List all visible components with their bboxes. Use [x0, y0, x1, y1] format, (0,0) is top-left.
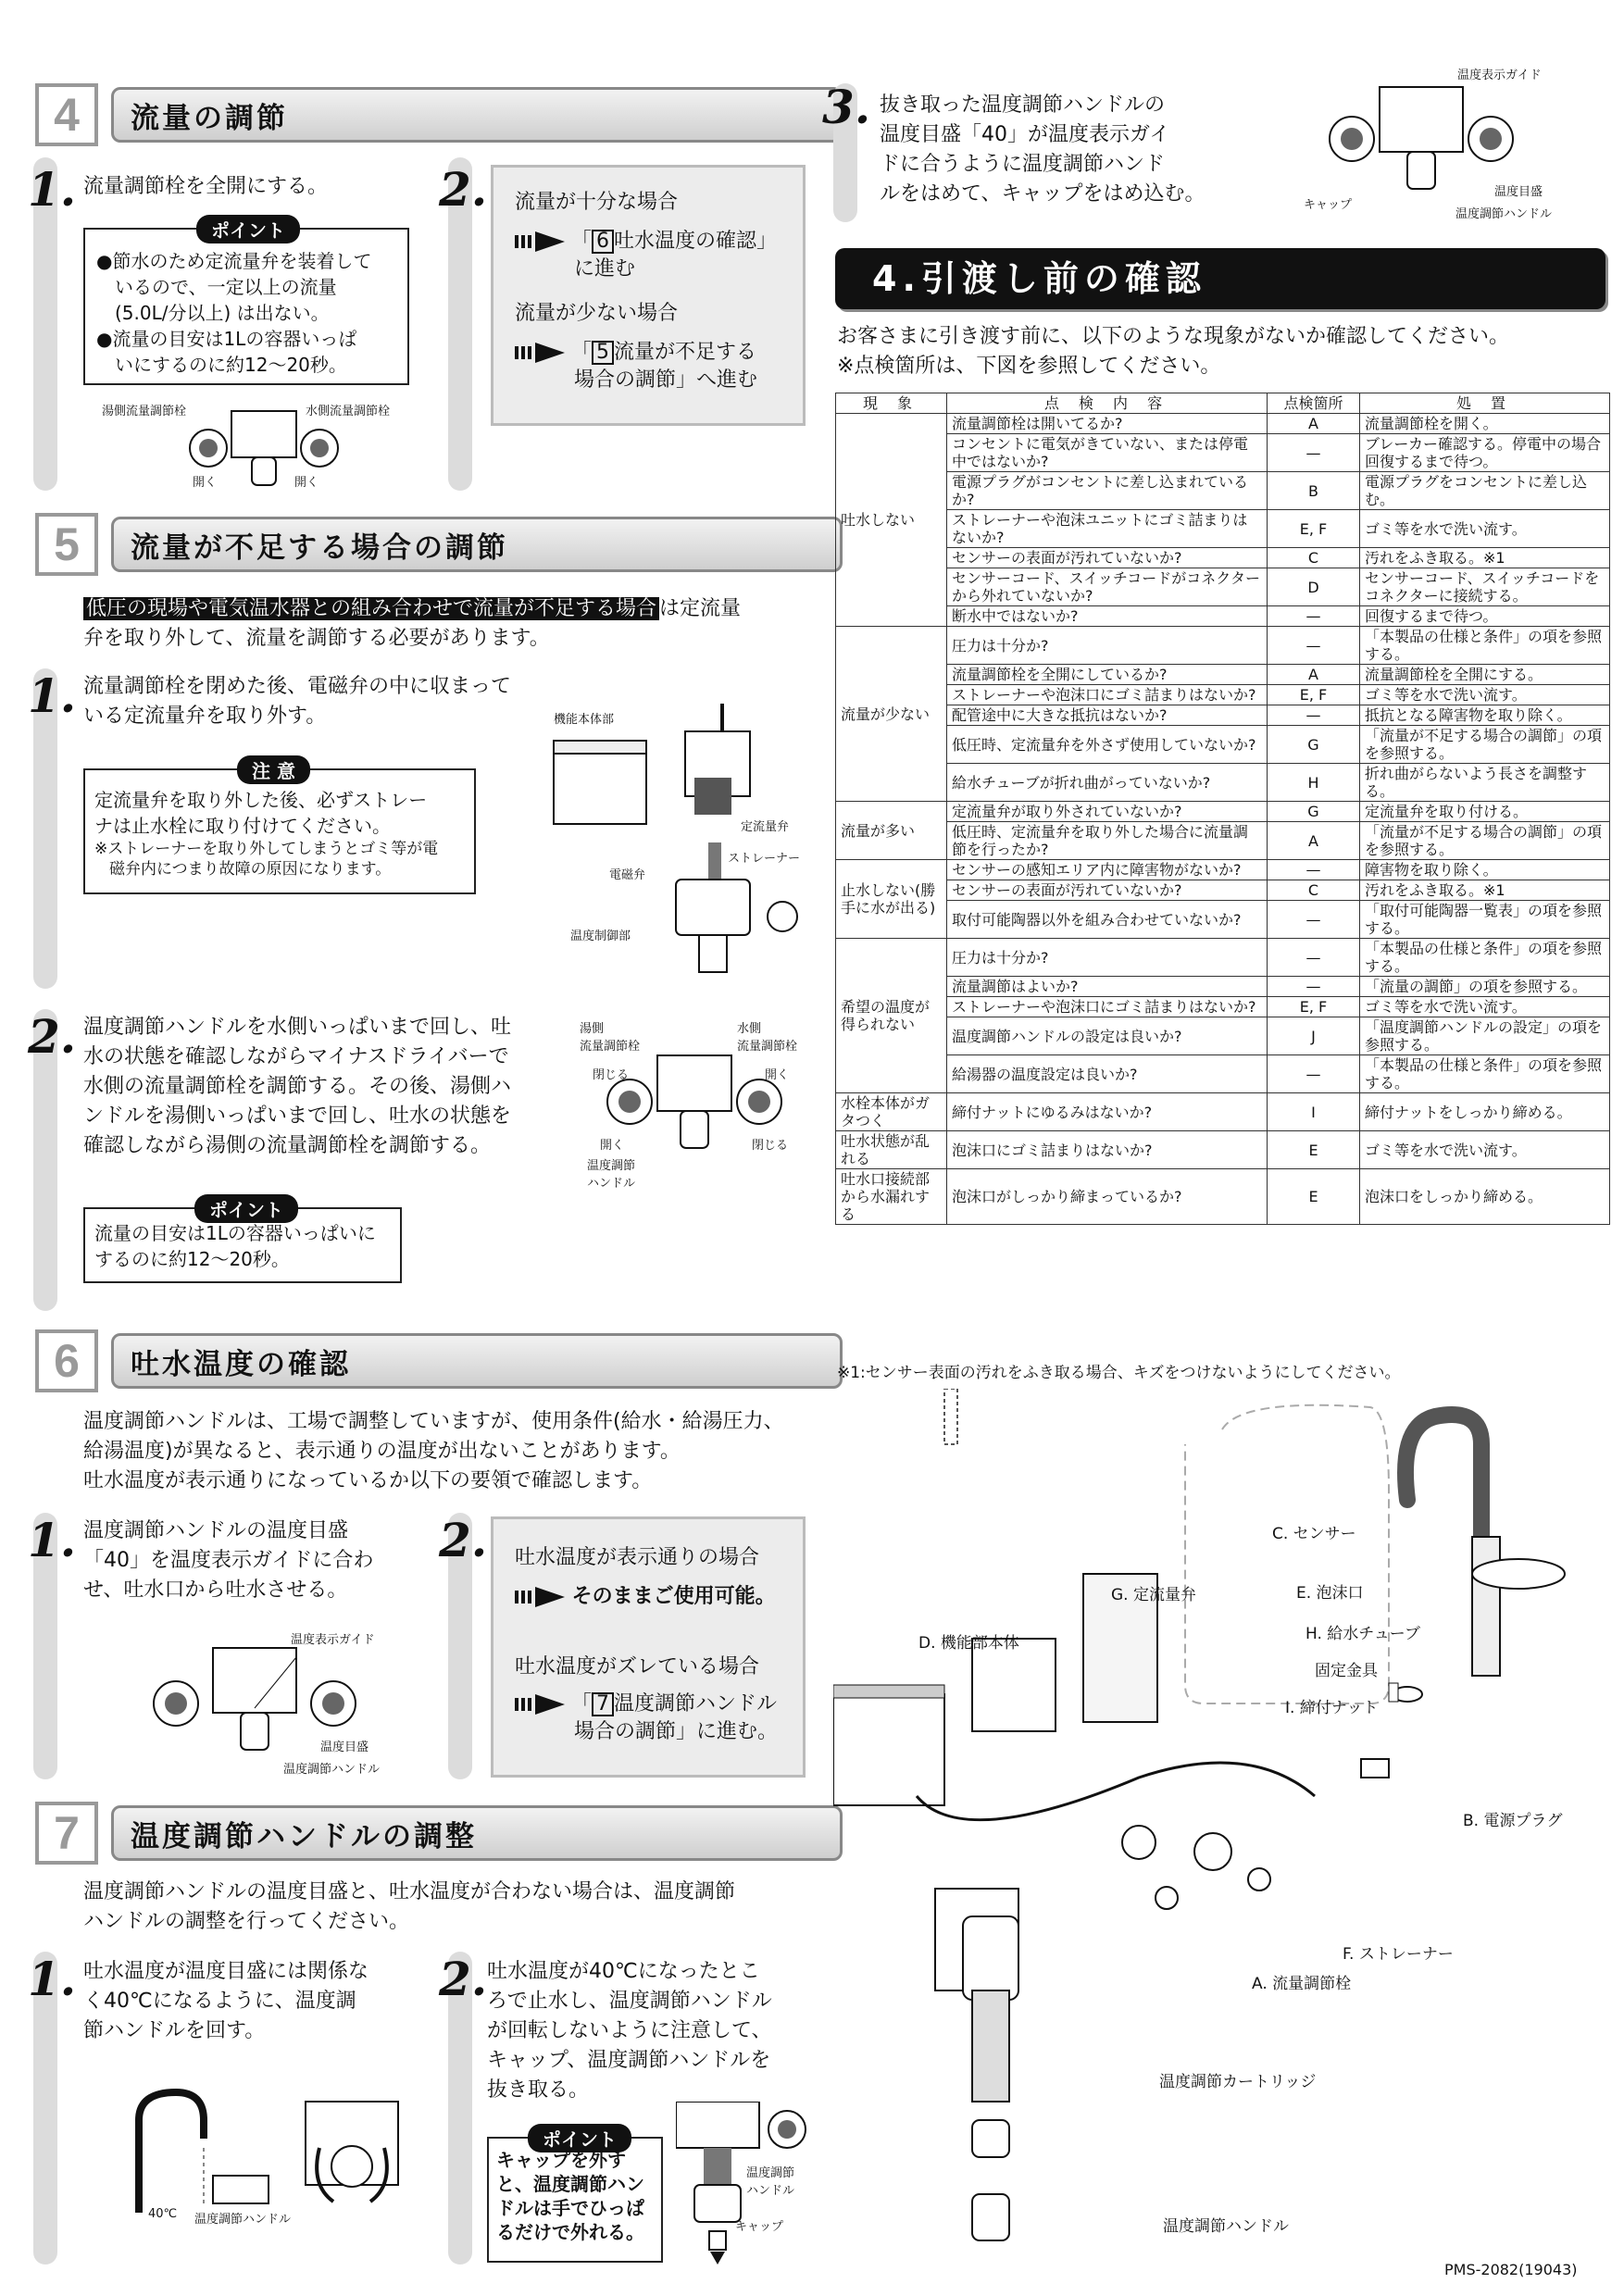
- table-row: [836, 860, 1610, 880]
- action-cell: 「流量が不足する場合の調節」の項を参照する。: [1360, 822, 1610, 860]
- handle-label: 温度調節ハンドル: [194, 2213, 292, 2227]
- location-cell: C: [1268, 880, 1360, 901]
- point-text: ●節水のため定流量弁を装着して いるので、一定以上の流量 (5.0L/分以上) は出ない。 ●流量の目安は1Lの容器いっぱ いにするのに約12〜20秒。: [96, 250, 372, 376]
- action-cell: ゴミ等を水で洗い流す。: [1360, 997, 1610, 1017]
- step-number: 1.: [28, 1952, 77, 2006]
- step-text: 温度調節ハンドルの温度目盛 「40」を温度表示ガイドに合わ せ、吐水口から吐水させる。: [83, 1519, 374, 1602]
- hot-label: 湯側 流量調節栓: [580, 1022, 641, 1054]
- action-cell: センサーコード、スイッチコードをコネクターに接続する。: [1360, 568, 1610, 606]
- table-row: [836, 822, 1610, 860]
- location-cell: —: [1268, 705, 1360, 726]
- temp-label: 温度制御部: [570, 930, 631, 943]
- caution-text: 定流量弁を取り外した後、必ずストレー ナは止水栓に取り付けてください。 ※ストレーナーを取り外してしまうとゴミ等が電 磁弁内につまり故障の原因になります。: [94, 789, 439, 879]
- check-item-cell: 流量調節はよいか?: [947, 977, 1268, 997]
- check-item-cell: 泡沫口がしっかり締まっているか?: [947, 1169, 1268, 1225]
- location-cell: E, F: [1268, 997, 1360, 1017]
- aerator-label: E. 泡沫口: [1296, 1584, 1364, 1603]
- table-row: [836, 997, 1610, 1017]
- table-row: [836, 1017, 1610, 1055]
- check-item-cell: 定流量弁が取り外されていないか?: [947, 802, 1268, 822]
- check-item-cell: センサーの表面が汚れていないか?: [947, 880, 1268, 901]
- action-cell: 障害物を取り除く。: [1360, 860, 1610, 880]
- case-text: 吐水温度がズレている場合: [515, 1655, 760, 1678]
- table-row: [836, 1093, 1610, 1131]
- location-cell: —: [1268, 606, 1360, 627]
- step-number: 1.: [28, 668, 77, 723]
- location-cell: —: [1268, 860, 1360, 880]
- document-code: PMS-2082(19043): [1444, 2261, 1578, 2278]
- table-row: [836, 1131, 1610, 1169]
- handle-label: 温度調節ハンドル: [1455, 207, 1553, 221]
- point-text: 流量の目安は1Lの容器いっぱいに するのに約12〜20秒。: [94, 1222, 376, 1270]
- valve-label: G. 定流量弁: [1111, 1586, 1196, 1604]
- close-label: 閉じる: [593, 1068, 630, 1082]
- faucet-turn-figure: [102, 2083, 417, 2222]
- action-cell: 定流量弁を取り付ける。: [1360, 802, 1610, 822]
- check-table: [835, 393, 1610, 1225]
- arrow-icon: [515, 1694, 565, 1715]
- action-cell: 「本製品の仕様と条件」の項を参照する。: [1360, 627, 1610, 665]
- table-row: [836, 606, 1610, 627]
- caution-badge: 注 意: [237, 755, 310, 784]
- action-cell: 電源プラグをコンセントに差し込む。: [1360, 472, 1610, 510]
- section-6-header: [35, 1329, 804, 1385]
- phenomenon-cell: 水栓本体がガタつく: [836, 1093, 947, 1131]
- phenomenon-cell: 希望の温度が得られない: [836, 939, 947, 1093]
- table-row: [836, 627, 1610, 665]
- body-label: 機能本体部: [554, 713, 615, 727]
- location-cell: H: [1268, 764, 1360, 802]
- check-item-cell: 断水中ではないか?: [947, 606, 1268, 627]
- solenoid-label: 電磁弁: [609, 868, 646, 882]
- check-title: 4.引渡し前の確認: [872, 258, 1206, 299]
- arrow-icon: [515, 343, 565, 363]
- strainer-label: ストレーナー: [728, 852, 801, 866]
- action-cell: 「本製品の仕様と条件」の項を参照する。: [1360, 1055, 1610, 1093]
- section-number: 7: [35, 1802, 98, 1865]
- location-cell: E, F: [1268, 685, 1360, 705]
- step-number: 2.: [439, 162, 488, 217]
- action-cell: 汚れをふき取る。※1: [1360, 880, 1610, 901]
- action-cell: ブレーカー確認する。停電中の場合回復するまで待つ。: [1360, 434, 1610, 472]
- check-item-cell: 給湯器の温度設定は良いか?: [947, 1055, 1268, 1093]
- case-ref: そのままご使用可能。: [515, 1583, 776, 1611]
- action-cell: 折れ曲がらないよう長さを調整する。: [1360, 764, 1610, 802]
- step-text: 流量調節栓を全開にする。: [83, 175, 329, 198]
- action-cell: 「温度調節ハンドルの設定」の項を参照する。: [1360, 1017, 1610, 1055]
- sensor-label: C. センサー: [1272, 1525, 1356, 1543]
- open-label: 開く: [193, 476, 218, 490]
- table-row: [836, 434, 1610, 472]
- action-cell: 「流量の調節」の項を参照する。: [1360, 977, 1610, 997]
- step-text: 吐水温度が温度目盛には関係な く40℃になるように、温度調 節ハンドルを回す。: [83, 1960, 369, 2042]
- phenomenon-cell: 止水しない(勝手に水が出る): [836, 860, 947, 939]
- step-text: 吐水温度が40℃になったとこ ろで止水し、温度調節ハンドル が回転しないように注意して、 キャップ、温度調節ハンドルを 抜き取る。: [487, 1960, 772, 2102]
- header-cell: 点 検 内 容: [947, 393, 1268, 414]
- location-cell: D: [1268, 568, 1360, 606]
- close-label: 閉じる: [752, 1139, 789, 1153]
- action-cell: 締付ナットをしっかり締める。: [1360, 1093, 1610, 1131]
- cap-label: キャップ: [1304, 198, 1353, 212]
- table-row: [836, 880, 1610, 901]
- section-5-header: [35, 513, 804, 568]
- action-cell: 「流量が不足する場合の調節」の項を参照する。: [1360, 726, 1610, 764]
- table-row: [836, 685, 1610, 705]
- supply-tube-label: H. 給水チューブ: [1305, 1625, 1420, 1643]
- check-item-cell: 泡沫口にゴミ詰まりはないか?: [947, 1131, 1268, 1169]
- step-number: 2.: [439, 1952, 488, 2006]
- table-row: [836, 665, 1610, 685]
- guide-label: 温度表示ガイド: [1457, 69, 1542, 82]
- check-item-cell: センサーコード、スイッチコードがコネクターから外れていないか?: [947, 568, 1268, 606]
- step-number: 2.: [439, 1513, 488, 1567]
- cartridge-label: 温度調節カートリッジ: [1159, 2073, 1317, 2091]
- header-cell: 点検箇所: [1268, 393, 1360, 414]
- check-item-cell: ストレーナーや泡沫口にゴミ詰まりはないか?: [947, 685, 1268, 705]
- point-badge: ポイント: [528, 2124, 631, 2152]
- body-label: D. 機能部本体: [918, 1634, 1019, 1653]
- section-number: 5: [35, 513, 98, 576]
- check-item-cell: 流量調節栓を全開にしているか?: [947, 665, 1268, 685]
- case-ref: 「 7 温度調節ハンドル 場合の調節」に進む。: [515, 1691, 778, 1746]
- hot-valve-label: 湯側流量調節栓: [102, 405, 187, 418]
- nut-label: I. 締付ナット: [1285, 1699, 1379, 1717]
- open-label: 開く: [765, 1068, 790, 1082]
- point-badge: ポイント: [196, 215, 300, 243]
- location-cell: E: [1268, 1131, 1360, 1169]
- header-cell: 現 象: [836, 393, 947, 414]
- check-item-cell: 給水チューブが折れ曲がっていないか?: [947, 764, 1268, 802]
- action-cell: 流量調節栓を全開にする。: [1360, 665, 1610, 685]
- table-row: [836, 705, 1610, 726]
- header-cell: 処 置: [1360, 393, 1610, 414]
- cold-valve-label: 水側流量調節栓: [306, 405, 391, 418]
- arrow-icon: [515, 231, 565, 252]
- location-cell: G: [1268, 726, 1360, 764]
- check-item-cell: 圧力は十分か?: [947, 939, 1268, 977]
- phenomenon-cell: 吐水状態が乱れる: [836, 1131, 947, 1169]
- table-row: [836, 1169, 1610, 1225]
- case-text: 流量が少ない場合: [515, 302, 679, 325]
- table-row: [836, 510, 1610, 548]
- step-text: 抜き取った温度調節ハンドルの 温度目盛「40」が温度表示ガイ ドに合うように温度調節ハンド ルをはめて、キャップをはめ込む。: [880, 94, 1206, 206]
- action-cell: ゴミ等を水で洗い流す。: [1360, 510, 1610, 548]
- location-cell: E: [1268, 1169, 1360, 1225]
- step-number: 2.: [28, 1009, 77, 1064]
- case-ref: 「 5 流量が不足する 場合の調節」へ進む: [515, 339, 757, 394]
- table-row: [836, 726, 1610, 764]
- check-item-cell: センサーの感知エリア内に障害物がないか?: [947, 860, 1268, 880]
- phenomenon-cell: 吐水しない: [836, 414, 947, 627]
- section-title: 流量の調節: [111, 87, 843, 143]
- table-row: [836, 939, 1610, 977]
- location-cell: E, F: [1268, 510, 1360, 548]
- phenomenon-cell: 流量が少ない: [836, 627, 947, 802]
- table-row: [836, 901, 1610, 939]
- action-cell: 「取付可能陶器一覧表」の項を参照する。: [1360, 901, 1610, 939]
- flow-valve-label: A. 流量調節栓: [1252, 1975, 1352, 1993]
- step-number: 1.: [28, 162, 77, 217]
- table-header-row: [836, 393, 1610, 414]
- handle-label: 温度調節ハンドル: [1163, 2217, 1289, 2236]
- location-cell: —: [1268, 1055, 1360, 1093]
- case-ref: 「 6 吐水温度の確認」 に進む: [515, 228, 777, 283]
- check-item-cell: ストレーナーや泡沫口にゴミ詰まりはないか?: [947, 997, 1268, 1017]
- action-cell: 抵抗となる障害物を取り除く。: [1360, 705, 1610, 726]
- check-item-cell: 配管途中に大きな抵抗はないか?: [947, 705, 1268, 726]
- location-cell: —: [1268, 901, 1360, 939]
- location-cell: J: [1268, 1017, 1360, 1055]
- section-number: 4: [35, 83, 98, 146]
- location-cell: G: [1268, 802, 1360, 822]
- table-row: [836, 802, 1610, 822]
- location-cell: A: [1268, 414, 1360, 434]
- open-label: 開く: [294, 476, 319, 490]
- location-cell: A: [1268, 822, 1360, 860]
- section-title: 吐水温度の確認: [111, 1333, 843, 1389]
- handle-label: 温度調節ハンドル: [283, 1763, 381, 1777]
- table-row: [836, 1055, 1610, 1093]
- strainer-label: F. ストレーナー: [1343, 1945, 1454, 1964]
- section-intro: 温度調節ハンドルの温度目盛と、吐水温度が合わない場合は、温度調節 ハンドルの調整を行ってください。: [83, 1880, 736, 1933]
- table-footnote: ※1:センサー表面の汚れをふき取る場合、キズをつけないようにしてください。: [837, 1364, 1401, 1382]
- location-cell: I: [1268, 1093, 1360, 1131]
- point-badge: ポイント: [194, 1194, 298, 1223]
- scale-label: 温度目盛: [1494, 185, 1543, 199]
- check-item-cell: センサーの表面が汚れていないか?: [947, 548, 1268, 568]
- table-row: [836, 472, 1610, 510]
- section-4-header: [35, 83, 804, 139]
- case-text: 吐水温度が表示通りの場合: [515, 1546, 760, 1569]
- section-intro: 低圧の現場や電気温水器との組み合わせで流量が不足する場合 は定流量 弁を取り外して、流量を調節する必要があります。: [83, 597, 742, 650]
- action-cell: ゴミ等を水で洗い流す。: [1360, 685, 1610, 705]
- point-text: キャップを外す と、温度調節ハン ドルは手でひっぱ るだけで外れる。: [496, 2149, 644, 2243]
- location-cell: B: [1268, 472, 1360, 510]
- temp-40-label: 40℃: [148, 2207, 178, 2221]
- location-cell: —: [1268, 977, 1360, 997]
- table-row: [836, 548, 1610, 568]
- fixing-bracket-label: 固定金具: [1315, 1662, 1378, 1680]
- step-number: 3.: [822, 80, 871, 134]
- handle-label: 温度調節 ハンドル: [746, 2166, 795, 2198]
- action-cell: ゴミ等を水で洗い流す。: [1360, 1131, 1610, 1169]
- handle-label: 温度調節 ハンドル: [587, 1159, 636, 1191]
- location-cell: —: [1268, 434, 1360, 472]
- action-cell: 汚れをふき取る。※1: [1360, 548, 1610, 568]
- open-label: 開く: [600, 1139, 625, 1153]
- scale-label: 温度目盛: [320, 1741, 369, 1754]
- check-item-cell: 圧力は十分か?: [947, 627, 1268, 665]
- check-item-cell: 低圧時、定流量弁を取り外した場合に流量調節を行ったか?: [947, 822, 1268, 860]
- step-number: 1.: [28, 1513, 77, 1567]
- check-item-cell: 流量調節栓は開いてるか?: [947, 414, 1268, 434]
- plug-label: B. 電源プラグ: [1463, 1812, 1563, 1830]
- table-row: [836, 414, 1610, 434]
- location-cell: C: [1268, 548, 1360, 568]
- section-title: 流量が不足する場合の調節: [111, 517, 843, 572]
- check-item-cell: ストレーナーや泡沫ユニットにゴミ詰まりはないか?: [947, 510, 1268, 548]
- action-cell: 「本製品の仕様と条件」の項を参照する。: [1360, 939, 1610, 977]
- step-text: 温度調節ハンドルを水側いっぱいまで回し、吐 水の状態を確認しながらマイナスドライバーで 水側の流量調節栓を調節する。その後、湯側ハ ンドルを湯側いっぱいまで回し、吐水の状態を 確認しながら湯側の流量調節栓を調節する。: [83, 1016, 512, 1157]
- location-cell: —: [1268, 627, 1360, 665]
- table-row: [836, 977, 1610, 997]
- case-text: 流量が十分な場合: [515, 191, 679, 214]
- check-item-cell: コンセントに電気がきていない、または停電中ではないか?: [947, 434, 1268, 472]
- guide-label: 温度表示ガイド: [291, 1633, 375, 1647]
- phenomenon-cell: 吐水口接続部から水漏れする: [836, 1169, 947, 1225]
- location-cell: —: [1268, 939, 1360, 977]
- section-intro: 温度調節ハンドルは、工場で調整していますが、使用条件(給水・給湯圧力、 給湯温度)が異なると、表示通りの温度が出ないことがあります。 吐水温度が表示通りになっているか以下の要領で確認します。: [83, 1410, 784, 1492]
- action-cell: 泡沫口をしっかり締める。: [1360, 1169, 1610, 1225]
- check-item-cell: 電源プラグがコンセントに差し込まれているか?: [947, 472, 1268, 510]
- section-title: 温度調節ハンドルの調整: [111, 1805, 843, 1861]
- check-item-cell: 取付可能陶器以外を組み合わせていないか?: [947, 901, 1268, 939]
- cap-label: キャップ: [735, 2220, 784, 2234]
- cold-label: 水側 流量調節栓: [737, 1022, 798, 1054]
- check-item-cell: 温度調節ハンドルの設定は良いか?: [947, 1017, 1268, 1055]
- table-row: [836, 764, 1610, 802]
- check-item-cell: 締付ナットにゆるみはないか?: [947, 1093, 1268, 1131]
- check-item-cell: 低圧時、定流量弁を外さず使用していないか?: [947, 726, 1268, 764]
- table-row: [836, 568, 1610, 606]
- action-cell: 流量調節栓を開く。: [1360, 414, 1610, 434]
- section-number: 6: [35, 1329, 98, 1392]
- step-text: 流量調節栓を閉めた後、電磁弁の中に収まって いる定流量弁を取り外す。: [83, 675, 512, 728]
- phenomenon-cell: 流量が多い: [836, 802, 947, 860]
- check-intro: お客さまに引き渡す前に、以下のような現象がないか確認してください。 ※点検箇所は、下図を参照してください。: [837, 325, 1510, 378]
- action-cell: 回復するまで待つ。: [1360, 606, 1610, 627]
- valve-label: 定流量弁: [741, 820, 790, 834]
- section-7-header: [35, 1802, 804, 1857]
- arrow-icon: [515, 1587, 565, 1607]
- check-title-bar: [835, 248, 1605, 309]
- location-cell: A: [1268, 665, 1360, 685]
